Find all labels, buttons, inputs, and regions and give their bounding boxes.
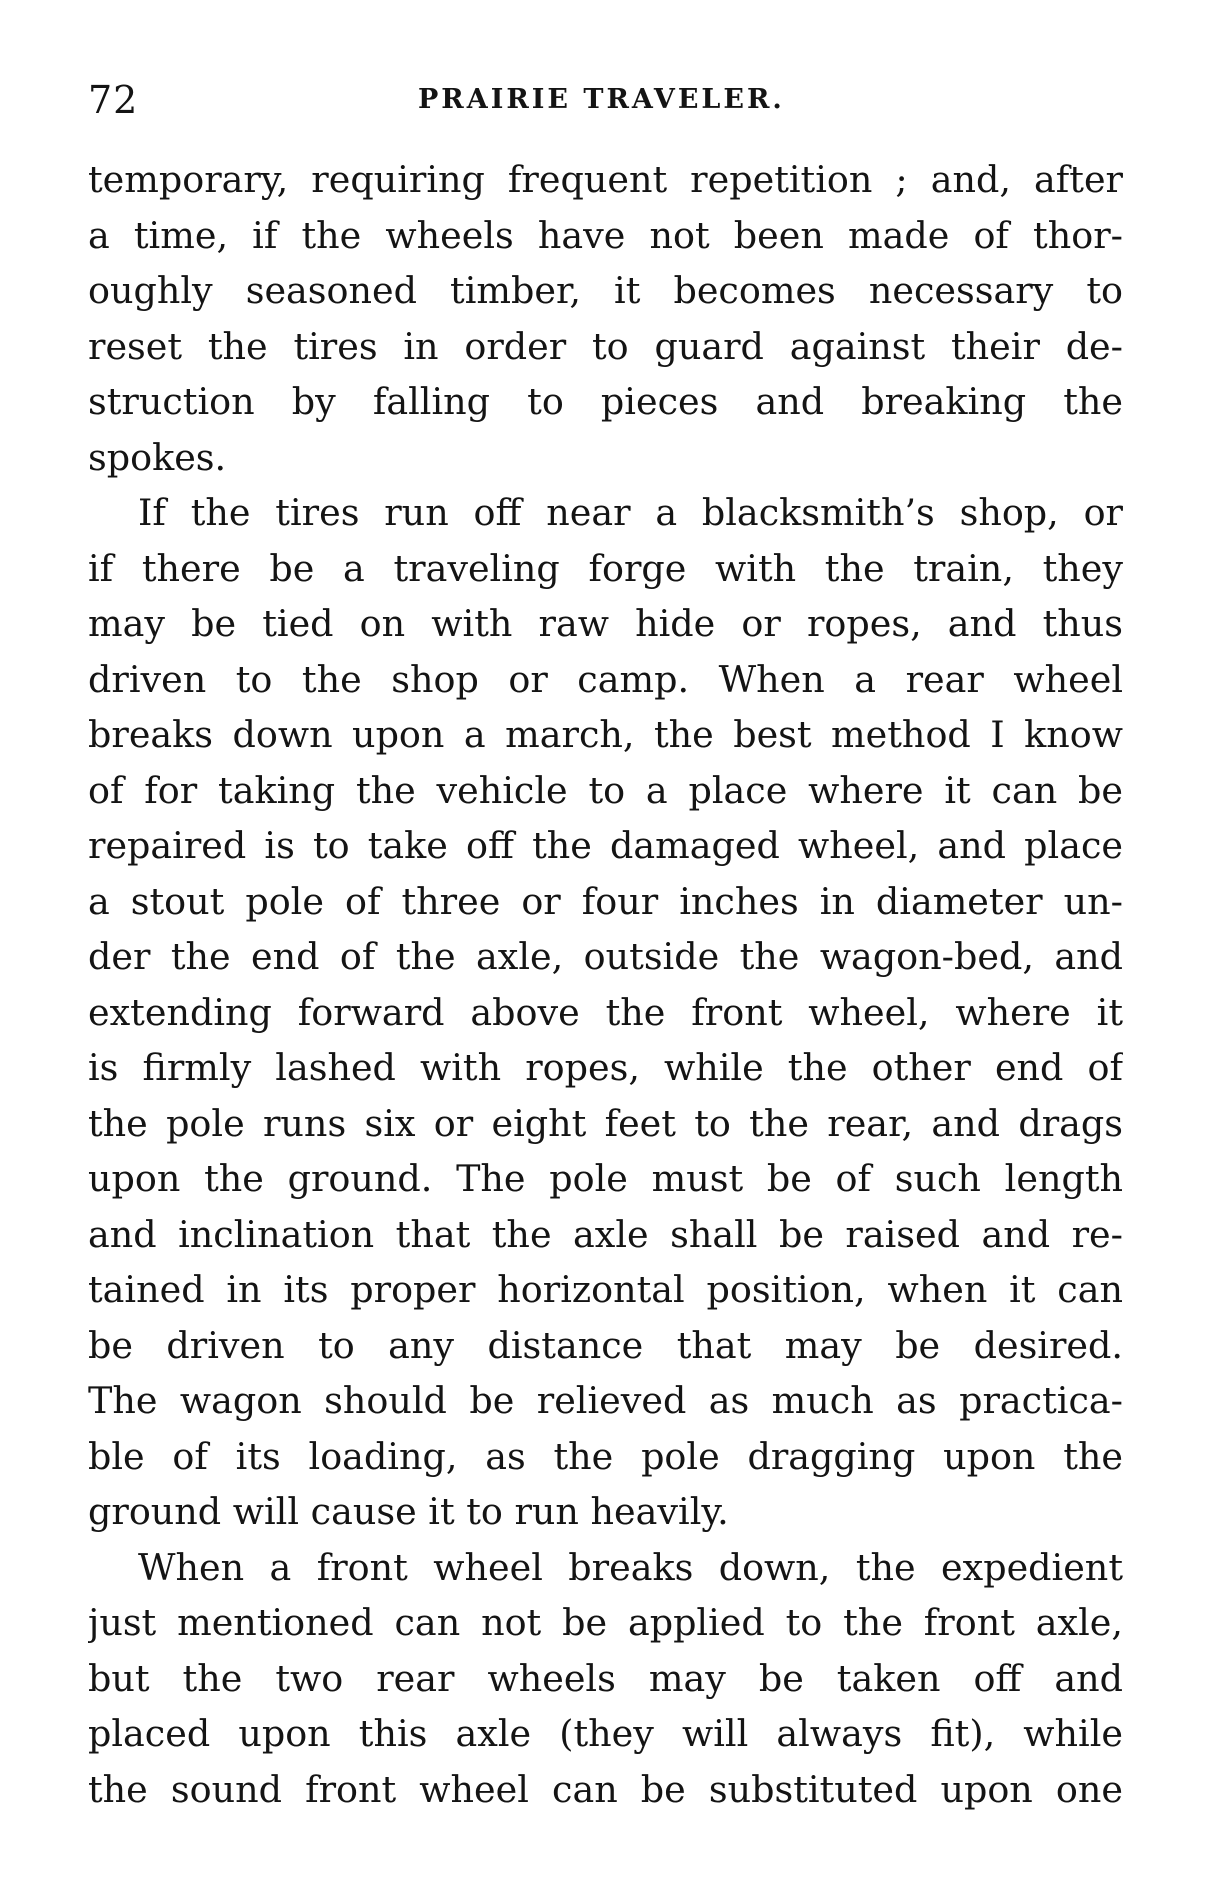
text-line: the pole runs six or eight feet to the rear, and drags	[88, 1101, 1123, 1145]
page-number: 72	[88, 78, 139, 122]
paragraph-1	[88, 152, 1123, 485]
text-line: reset the tires in order to guard against their de-	[88, 324, 1123, 368]
text-line: just mentioned can not be applied to the front axle,	[88, 1601, 1123, 1644]
text-line: spokes.	[88, 435, 227, 479]
body-text	[88, 152, 1123, 1817]
paragraph-2	[88, 485, 1123, 1540]
paragraph-3	[88, 1540, 1123, 1818]
text-line: ground will cause it to run heavily.	[88, 1490, 729, 1533]
text-line: upon the ground. The pole must be of such length	[88, 1157, 1123, 1200]
text-line: If the tires run off near a blacksmith’s shop, or	[138, 491, 1123, 534]
text-line: a time, if the wheels have not been made of thor-	[88, 213, 1123, 257]
text-line: tained in its proper horizontal position, when it can	[88, 1268, 1123, 1311]
text-line: a stout pole of three or four inches in diameter un-	[88, 879, 1123, 923]
text-line: driven to the shop or camp. When a rear wheel	[88, 657, 1123, 701]
text-line: placed upon this axle (they will always fit), while	[88, 1712, 1123, 1755]
text-line: oughly seasoned timber, it becomes necessary to	[88, 269, 1123, 312]
text-line: repaired is to take off the damaged wheel, and place	[88, 824, 1123, 867]
text-line: be driven to any distance that may be desired.	[88, 1323, 1123, 1367]
text-line: may be tied on with raw hide or ropes, and thus	[88, 602, 1123, 645]
text-line: breaks down upon a march, the best method I know	[88, 713, 1123, 756]
text-line: ble of its loading, as the pole dragging upon the	[88, 1434, 1123, 1478]
text-line: extending forward above the front wheel, where it	[88, 990, 1123, 1034]
running-head	[88, 70, 1123, 130]
text-line: and inclination that the axle shall be raised and re-	[88, 1212, 1123, 1256]
text-line: The wagon should be relieved as much as practica-	[88, 1379, 1123, 1422]
text-line: of for taking the vehicle to a place where it can be	[88, 768, 1123, 812]
text-line: der the end of the axle, outside the wagon-bed, and	[88, 935, 1123, 978]
text-line: temporary, requiring frequent repetition ; and, after	[88, 158, 1123, 201]
text-line: When a front wheel breaks down, the expedient	[138, 1545, 1123, 1589]
text-line: the sound front wheel can be substituted upon one	[88, 1767, 1123, 1811]
running-title: PRAIRIE TRAVELER.	[418, 84, 785, 115]
text-line: struction by falling to pieces and breaking the	[88, 380, 1123, 423]
text-line: but the two rear wheels may be taken off and	[88, 1656, 1123, 1700]
text-line: if there be a traveling forge with the train, they	[88, 546, 1123, 590]
text-line: is firmly lashed with ropes, while the other end of	[88, 1046, 1123, 1089]
